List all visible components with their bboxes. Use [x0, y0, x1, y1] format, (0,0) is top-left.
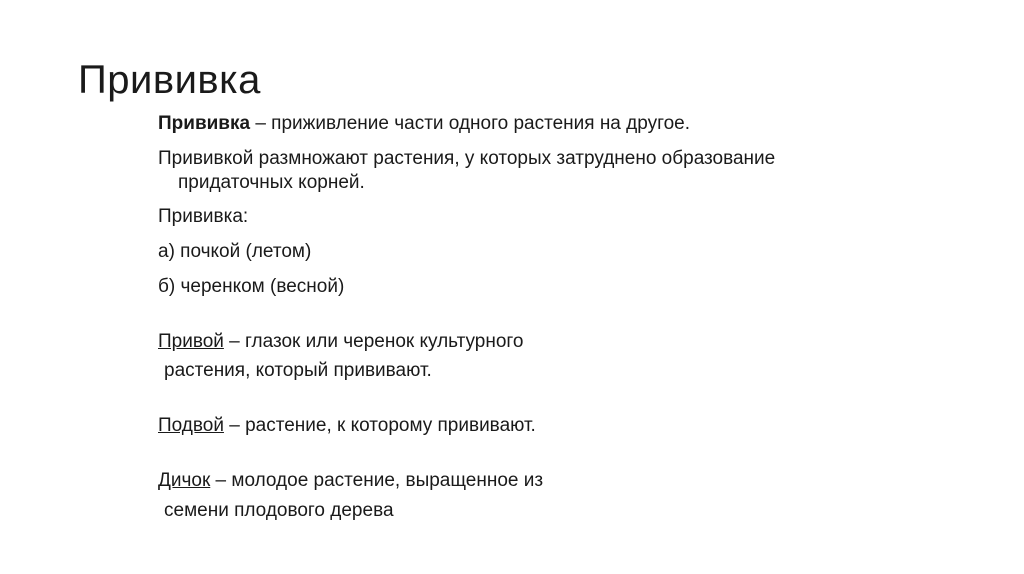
wilding-line-2: семени плодового дерева	[164, 499, 394, 521]
purpose-paragraph	[158, 147, 918, 195]
scion-term: Привой	[158, 330, 224, 352]
definition-paragraph	[158, 112, 918, 136]
slide-title: Прививка	[78, 58, 261, 102]
definition-text: – приживление части одного растения на другое.	[250, 113, 691, 134]
purpose-line-1: Прививкой размножают растения, у которых затруднено образование	[158, 147, 776, 169]
definition-term: Прививка	[158, 113, 251, 134]
scion-paragraph	[158, 330, 918, 354]
wilding-term: Дичок	[158, 469, 211, 491]
methods-heading: Прививка:	[158, 206, 249, 228]
rootstock-paragraph	[158, 414, 918, 438]
scion-text: – глазок или черенок культурного	[223, 330, 524, 352]
method-item-bud: а) почкой (летом)	[158, 241, 312, 262]
wilding-paragraph	[158, 469, 918, 493]
rootstock-term: Подвой	[158, 415, 224, 436]
scion-line-2: растения, который прививают.	[164, 360, 432, 382]
slide-body	[158, 112, 918, 522]
wilding-text: – молодое растение, выращенное из	[210, 469, 544, 491]
rootstock-text: – растение, к которому прививают.	[223, 415, 536, 436]
purpose-line-2: придаточных корней.	[178, 171, 365, 193]
method-item-cutting: б) черенком (весной)	[158, 275, 345, 297]
